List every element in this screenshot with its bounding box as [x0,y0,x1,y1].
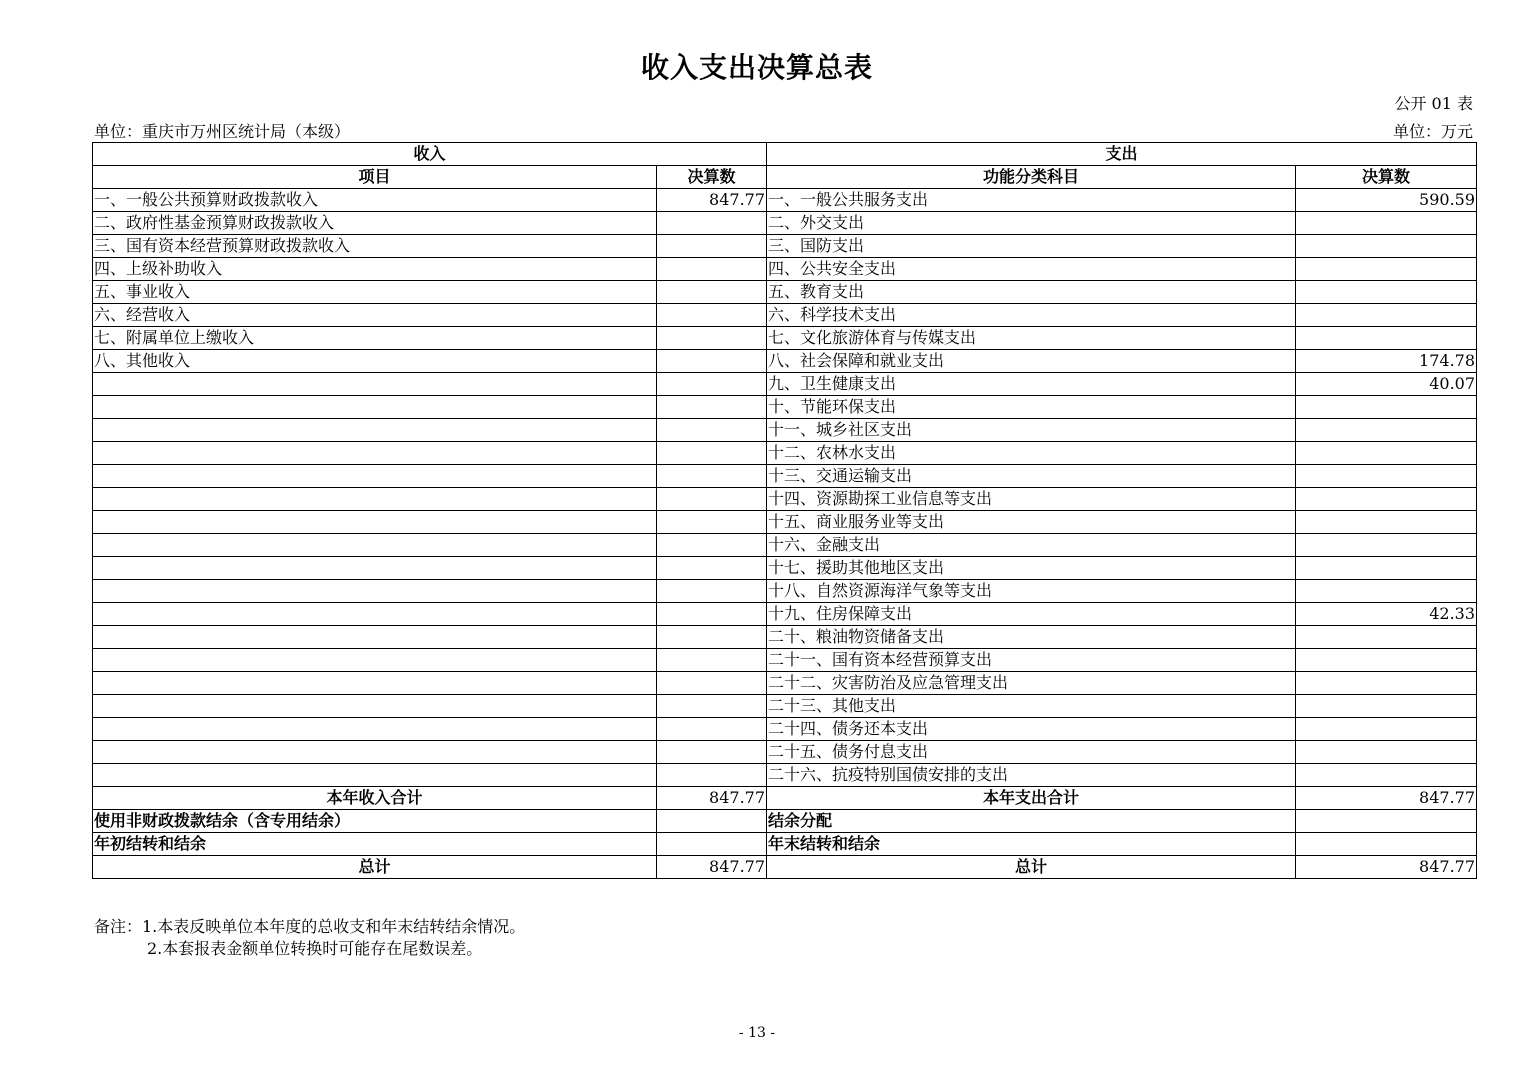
expense-amount [1296,258,1477,281]
expense-item: 二十、粮油物资储备支出 [767,626,1296,649]
income-item [93,511,657,534]
note-line-2: 2.本套报表金额单位转换时可能存在尾数误差。 [147,939,483,958]
income-amount [657,557,767,580]
table-row [93,649,1477,672]
table-row [93,626,1477,649]
summary-income-label: 总计 [93,856,657,879]
table-row [93,718,1477,741]
income-item [93,465,657,488]
expense-amount [1296,304,1477,327]
income-item: 八、其他收入 [93,350,657,373]
expense-amount [1296,212,1477,235]
table-row [93,603,1477,626]
income-item [93,741,657,764]
expense-item: 三、国防支出 [767,235,1296,258]
table-row [93,511,1477,534]
income-item: 一、一般公共预算财政拨款收入 [93,189,657,212]
expense-amount: 590.59 [1296,189,1477,212]
expense-item: 十八、自然资源海洋气象等支出 [767,580,1296,603]
expense-item: 十二、农林水支出 [767,442,1296,465]
income-amount [657,741,767,764]
expense-item: 二十二、灾害防治及应急管理支出 [767,672,1296,695]
expense-amount [1296,442,1477,465]
income-amount [657,488,767,511]
table-row [93,465,1477,488]
income-item [93,603,657,626]
expense-amount: 174.78 [1296,350,1477,373]
summary-expense-label: 结余分配 [767,810,1296,833]
income-item [93,557,657,580]
expense-amount [1296,672,1477,695]
income-amount [657,603,767,626]
note-line-1: 备注：1.本表反映单位本年度的总收支和年末结转结余情况。 [94,917,526,936]
table-row [93,442,1477,465]
expense-item: 一、一般公共服务支出 [767,189,1296,212]
income-item [93,534,657,557]
expense-item: 二十四、债务还本支出 [767,718,1296,741]
income-item [93,649,657,672]
table-code: 公开 01 表 [1394,94,1473,113]
expense-item: 十九、住房保障支出 [767,603,1296,626]
table-row [93,212,1477,235]
table-header-row [93,143,1477,166]
income-amount [657,327,767,350]
summary-expense-label: 年末结转和结余 [767,833,1296,856]
table-row [93,695,1477,718]
expense-item: 五、教育支出 [767,281,1296,304]
expense-item: 十七、援助其他地区支出 [767,557,1296,580]
expense-amount [1296,695,1477,718]
table-row [93,373,1477,396]
income-item [93,626,657,649]
table-row [93,396,1477,419]
summary-income-amount [657,833,767,856]
summary-row [93,856,1477,879]
unit-currency: 单位：万元 [1392,122,1473,141]
income-item: 五、事业收入 [93,281,657,304]
expense-item: 十四、资源勘探工业信息等支出 [767,488,1296,511]
expense-item: 十五、商业服务业等支出 [767,511,1296,534]
expense-item: 十六、金融支出 [767,534,1296,557]
header-func-subject: 功能分类科目 [767,166,1296,189]
summary-expense-amount: 847.77 [1296,787,1477,810]
income-amount [657,695,767,718]
expense-amount [1296,580,1477,603]
expense-amount [1296,396,1477,419]
header-amount: 决算数 [657,166,767,189]
income-item [93,396,657,419]
table-row [93,672,1477,695]
table-subheader-row [93,166,1477,189]
expense-amount [1296,488,1477,511]
expense-item: 七、文化旅游体育与传媒支出 [767,327,1296,350]
summary-income-amount: 847.77 [657,856,767,879]
table-body [93,189,1477,879]
summary-income-label: 年初结转和结余 [93,833,657,856]
income-item: 三、国有资本经营预算财政拨款收入 [93,235,657,258]
income-item [93,695,657,718]
table-row [93,488,1477,511]
summary-income-amount [657,810,767,833]
table-row [93,327,1477,350]
table-row [93,741,1477,764]
income-item [93,718,657,741]
notes [94,916,525,960]
summary-row [93,833,1477,856]
income-amount [657,764,767,787]
income-item: 四、上级补助收入 [93,258,657,281]
income-amount [657,258,767,281]
table-row [93,557,1477,580]
expense-amount [1296,419,1477,442]
expense-item: 二十六、抗疫特别国债安排的支出 [767,764,1296,787]
income-item [93,442,657,465]
income-amount: 847.77 [657,189,767,212]
income-amount [657,396,767,419]
page-title: 收入支出决算总表 [640,51,873,84]
header-expense: 支出 [767,143,1477,166]
income-amount [657,373,767,396]
summary-income-label: 本年收入合计 [93,787,657,810]
expense-amount [1296,465,1477,488]
summary-expense-label: 本年支出合计 [767,787,1296,810]
expense-amount [1296,649,1477,672]
summary-row [93,810,1477,833]
expense-amount [1296,764,1477,787]
income-amount [657,649,767,672]
expense-item: 十一、城乡社区支出 [767,419,1296,442]
table-row [93,258,1477,281]
income-item: 六、经营收入 [93,304,657,327]
summary-row [93,787,1477,810]
summary-expense-amount: 847.77 [1296,856,1477,879]
page-number: - 13 - [738,1025,776,1041]
expense-item: 六、科学技术支出 [767,304,1296,327]
expense-item: 八、社会保障和就业支出 [767,350,1296,373]
income-item [93,488,657,511]
income-amount [657,350,767,373]
expense-item: 二、外交支出 [767,212,1296,235]
income-amount [657,580,767,603]
summary-expense-amount [1296,810,1477,833]
income-expense-table [92,142,1477,879]
income-item [93,672,657,695]
income-amount [657,465,767,488]
expense-amount [1296,235,1477,258]
table-row [93,580,1477,603]
income-amount [657,534,767,557]
expense-amount [1296,534,1477,557]
income-item [93,419,657,442]
unit-organization: 单位：重庆市万州区统计局（本级） [94,122,351,141]
expense-amount: 40.07 [1296,373,1477,396]
income-amount [657,235,767,258]
expense-item: 二十五、债务付息支出 [767,741,1296,764]
table-row [93,304,1477,327]
summary-expense-amount [1296,833,1477,856]
expense-item: 十三、交通运输支出 [767,465,1296,488]
table-row [93,281,1477,304]
income-amount [657,442,767,465]
expense-item: 二十一、国有资本经营预算支出 [767,649,1296,672]
income-item: 七、附属单位上缴收入 [93,327,657,350]
income-amount [657,419,767,442]
income-item [93,580,657,603]
income-amount [657,511,767,534]
expense-amount [1296,281,1477,304]
expense-amount [1296,557,1477,580]
expense-amount [1296,741,1477,764]
header-income: 收入 [93,143,767,166]
header-amount-expense: 决算数 [1296,166,1477,189]
summary-income-amount: 847.77 [657,787,767,810]
summary-income-label: 使用非财政拨款结余（含专用结余） [93,810,657,833]
table-row [93,235,1477,258]
expense-item: 四、公共安全支出 [767,258,1296,281]
table-row [93,534,1477,557]
income-amount [657,304,767,327]
income-amount [657,212,767,235]
expense-item: 二十三、其他支出 [767,695,1296,718]
table-row [93,350,1477,373]
expense-amount [1296,718,1477,741]
expense-amount [1296,626,1477,649]
table-row [93,764,1477,787]
expense-item: 九、卫生健康支出 [767,373,1296,396]
header-item: 项目 [93,166,657,189]
table-row [93,419,1477,442]
income-amount [657,281,767,304]
income-amount [657,626,767,649]
expense-item: 十、节能环保支出 [767,396,1296,419]
income-amount [657,672,767,695]
table-row [93,189,1477,212]
expense-amount [1296,511,1477,534]
expense-amount: 42.33 [1296,603,1477,626]
summary-expense-label: 总计 [767,856,1296,879]
expense-amount [1296,327,1477,350]
income-item [93,764,657,787]
income-item [93,373,657,396]
income-amount [657,718,767,741]
income-item: 二、政府性基金预算财政拨款收入 [93,212,657,235]
